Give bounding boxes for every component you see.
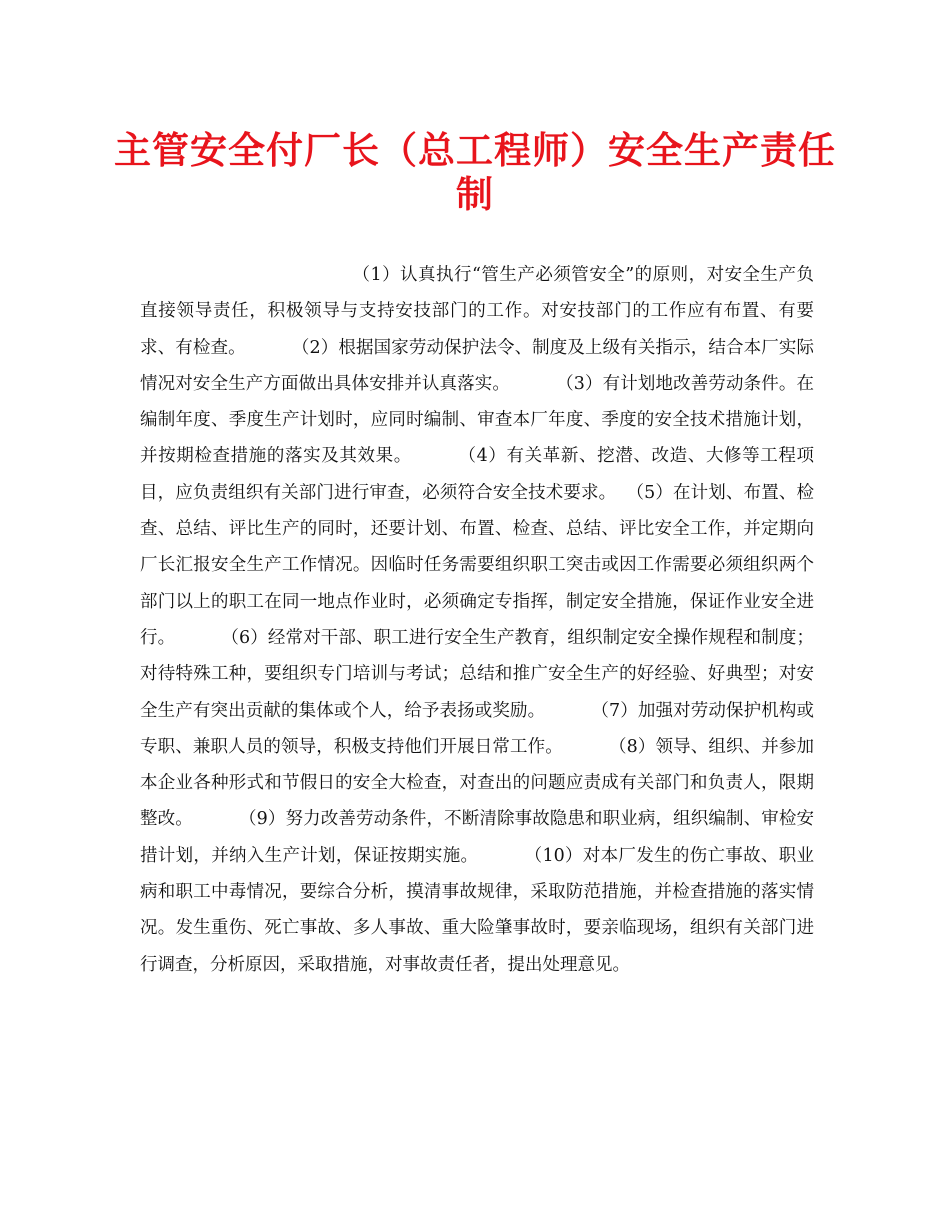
clause-6: （6）经常对干部、职工进行安全生产教育，组织制定安全操作规程和制度；对待特殊工种，要组织专门培训与考试；总结和推广安全生产的好经验、好典型；对安全生产有突出贡献的集体或个人，给予表扬或奖励。 (140, 627, 814, 721)
clause-5: （5）在计划、布置、检查、总结、评比生产的同时，还要计划、布置、检查、总结、评比安全工作，并定期向厂长汇报安全生产工作情况。因临时任务需要组织职工突击或因工作需要必须组织两个部门以上的职工在同一地点作业时，必须确定专指挥，制定安全措施，保证作业安全进行。 (140, 482, 814, 648)
clause-3: （3）有计划地改善劳动条件。在编制年度、季度生产计划时，应同时编制、审查本厂年度、季度的安全技术措施计划，并按期检查措施的落实及其效果。 (140, 373, 814, 467)
document-title: 主管安全付厂长（总工程师）安全生产责任制 (114, 128, 836, 216)
clause-2: （2）根据国家劳动保护法令、制度及上级有关指示，结合本厂实际情况对安全生产方面做出具体安排并认真落实。 (140, 337, 814, 394)
clause-8: （8）领导、组织、并参加本企业各种形式和节假日的安全大检查，对查出的问题应责成有关部门和负责人，限期整改。 (140, 736, 814, 830)
clause-7: （7）加强对劳动保护机构或专职、兼职人员的领导，积极支持他们开展日常工作。 (140, 700, 815, 757)
clause-10: （10）对本厂发生的伤亡事故、职业病和职工中毒情况，要综合分析，摸清事故规律，采取防范措施，并检查措施的落实情况。发生重伤、死亡事故、多人事故、重大险肇事故时，要亲临现场，组织有关部门进行调查，分析原因，采取措施，对事故责任者，提出处理意见。 (140, 845, 814, 975)
document-body (140, 257, 814, 983)
clause-9: （9）努力改善劳动条件，不断清除事故隐患和职业病，组织编制、审检安措计划，并纳入生产计划，保证按期实施。 (140, 809, 815, 866)
clause-4: （4）有关革新、挖潜、改造、大修等工程项目，应负责组织有关部门进行审查，必须符合安全技术要求。 (140, 446, 814, 503)
clause-1: （1）认真执行“管生产必须管安全”的原则，对安全生产负直接领导责任，积极领导与支持安技部门的工作。对安技部门的工作应有布置、有要求、有检查。 (140, 265, 814, 358)
